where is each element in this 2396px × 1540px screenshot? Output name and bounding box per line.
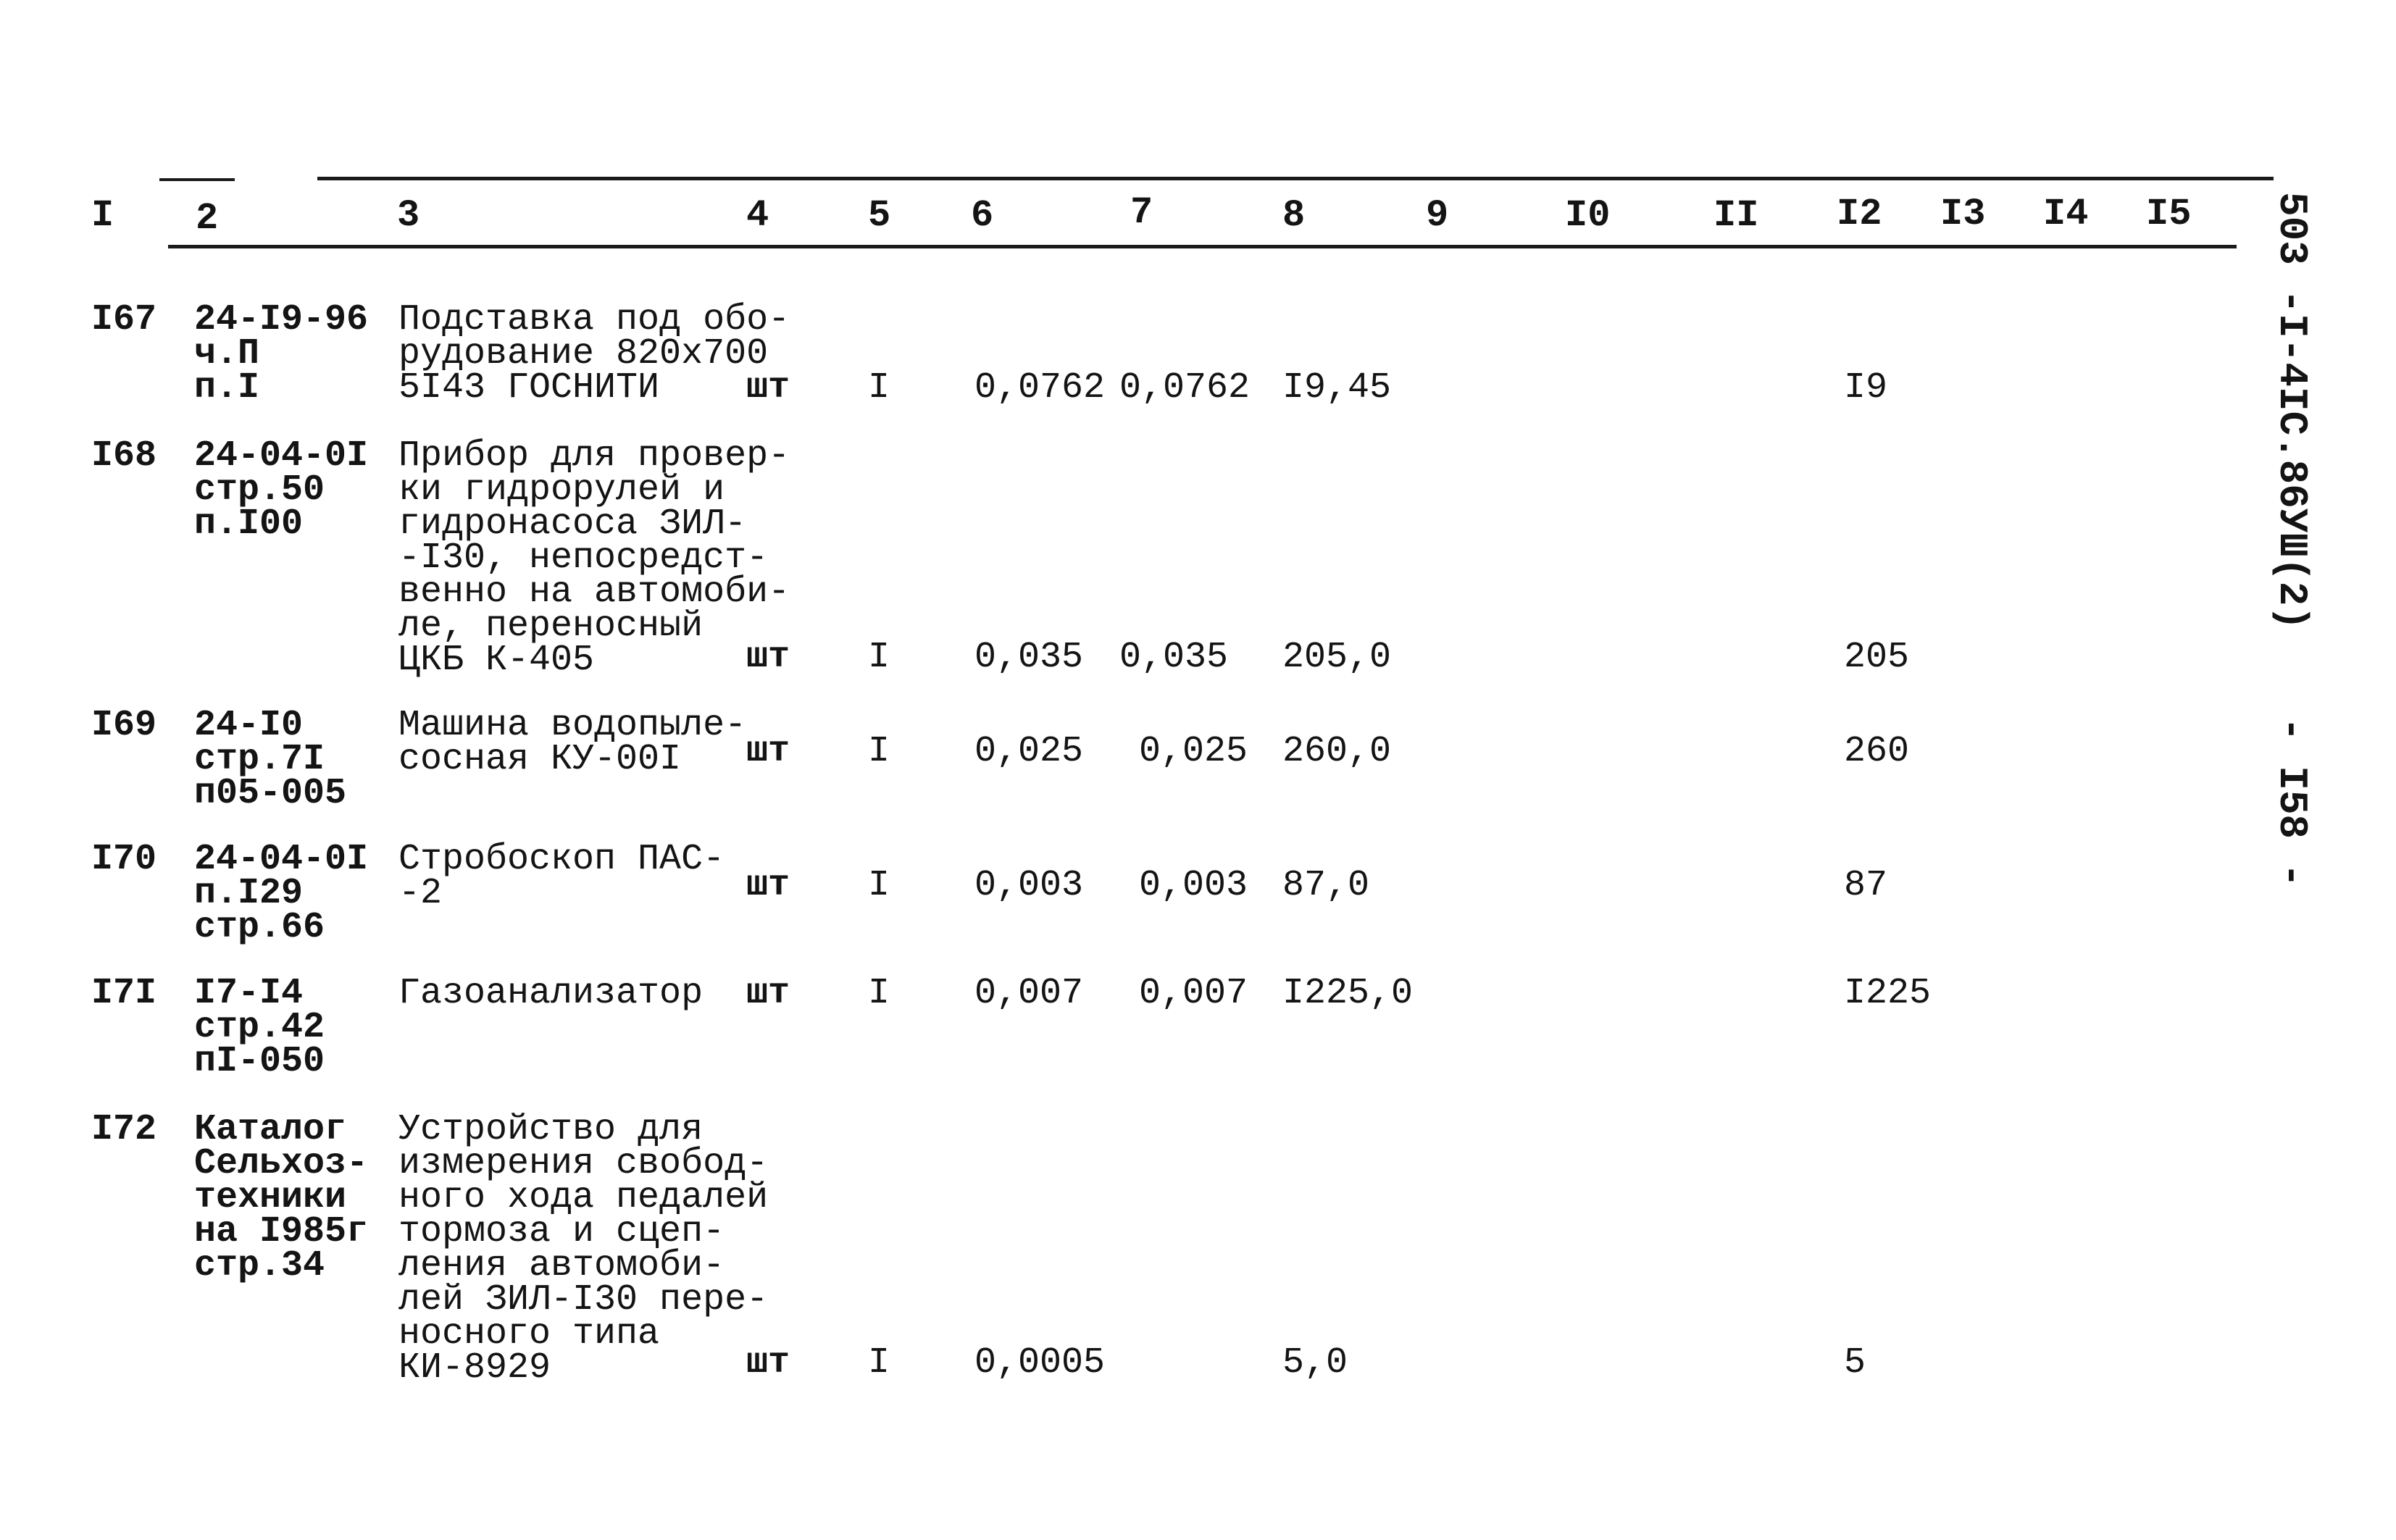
col-header-6: 6 [971, 194, 994, 237]
col-header-15: I5 [2146, 193, 2192, 235]
row-reference: I7-I4 стр.42 пI-050 [194, 973, 325, 1082]
row-col8: I9,45 [1282, 367, 1392, 409]
row-number: I70 [91, 839, 157, 880]
row-unit: шт [746, 865, 790, 906]
row-quantity: I [868, 637, 890, 678]
header-rule-bottom [168, 245, 2237, 248]
row-description: Подставка под обо- рудование 820х700 5I43 ГОСНИТИ [398, 299, 790, 409]
row-quantity: I [868, 865, 890, 906]
row-reference: 24-I9-96 ч.П п.I [194, 299, 369, 409]
row-description: Стробоскоп ПАС- -2 [398, 839, 725, 914]
row-unit: шт [746, 637, 790, 678]
col-header-5: 5 [868, 194, 891, 237]
document-code-label: 503 -I-4IC.86УШ(2) [2268, 192, 2315, 630]
row-unit: шт [746, 973, 790, 1014]
col-header-12: I2 [1837, 193, 1882, 235]
row-col6: 0,007 [974, 973, 1084, 1014]
row-unit: шт [746, 731, 790, 772]
row-col7: 0,0762 [1119, 367, 1251, 409]
col-header-9: 9 [1426, 194, 1449, 237]
row-col6: 0,0005 [974, 1342, 1106, 1384]
col-header-13: I3 [1940, 193, 1986, 235]
row-description: Прибор для провер- ки гидрорулей и гидронасоса ЗИЛ- -I30, непосредст- венно на автомоби- ле, переносный ЦКБ К-405 [398, 435, 790, 681]
header-rule-top [317, 177, 2274, 180]
row-description: Газоанализатор [398, 973, 704, 1014]
row-col8: I225,0 [1282, 973, 1414, 1014]
page-number: - I58 - [2268, 717, 2315, 888]
row-col6: 0,003 [974, 865, 1084, 906]
row-col12: 205 [1844, 637, 1910, 678]
row-col8: 87,0 [1282, 865, 1370, 906]
row-quantity: I [868, 367, 890, 409]
row-quantity: I [868, 973, 890, 1014]
row-col12: 260 [1844, 731, 1910, 772]
row-col8: 205,0 [1282, 637, 1392, 678]
row-col8: 260,0 [1282, 731, 1392, 772]
row-number: I68 [91, 435, 157, 477]
row-unit: шт [746, 367, 790, 409]
row-reference: Каталог Сельхоз- техники на I985г стр.34 [194, 1109, 369, 1286]
row-col12: I9 [1844, 367, 1888, 409]
col-header-8: 8 [1282, 194, 1306, 237]
row-number: I7I [91, 973, 157, 1014]
col-header-2: 2 [196, 197, 219, 240]
col-header-10: I0 [1565, 194, 1611, 237]
row-col12: 87 [1844, 865, 1888, 906]
row-col8: 5,0 [1282, 1342, 1348, 1384]
col-header-4: 4 [746, 194, 769, 237]
row-col6: 0,0762 [974, 367, 1106, 409]
row-number: I72 [91, 1109, 157, 1150]
row-quantity: I [868, 731, 890, 772]
col-header-1: I [91, 194, 114, 237]
row-col7: 0,003 [1139, 865, 1248, 906]
row-number: I69 [91, 705, 157, 746]
row-col12: I225 [1844, 973, 1932, 1014]
row-unit: шт [746, 1342, 790, 1384]
col-header-14: I4 [2043, 193, 2089, 235]
col-header-7: 7 [1130, 191, 1153, 234]
row-reference: 24-I0 стр.7I п05-005 [194, 705, 347, 814]
col-header-3: 3 [397, 194, 420, 237]
row-col7: 0,025 [1139, 731, 1248, 772]
row-description: Машина водопыле- сосная КУ-00I [398, 705, 747, 780]
row-col6: 0,025 [974, 731, 1084, 772]
row-reference: 24-04-0I п.I29 стр.66 [194, 839, 369, 948]
row-col6: 0,035 [974, 637, 1084, 678]
row-col12: 5 [1844, 1342, 1866, 1384]
row-description: Устройство для измерения свобод- ного хода педалей тормоза и сцеп- ления автомоби- лей ЗИЛ-I30 пере- носного типа КИ-8929 [398, 1109, 769, 1389]
row-col7: 0,035 [1119, 637, 1229, 678]
col-header-11: II [1713, 194, 1759, 237]
row-quantity: I [868, 1342, 890, 1384]
row-number: I67 [91, 299, 157, 340]
header-rule-short [159, 178, 235, 181]
row-col7: 0,007 [1139, 973, 1248, 1014]
row-reference: 24-04-0I стр.50 п.I00 [194, 435, 369, 545]
